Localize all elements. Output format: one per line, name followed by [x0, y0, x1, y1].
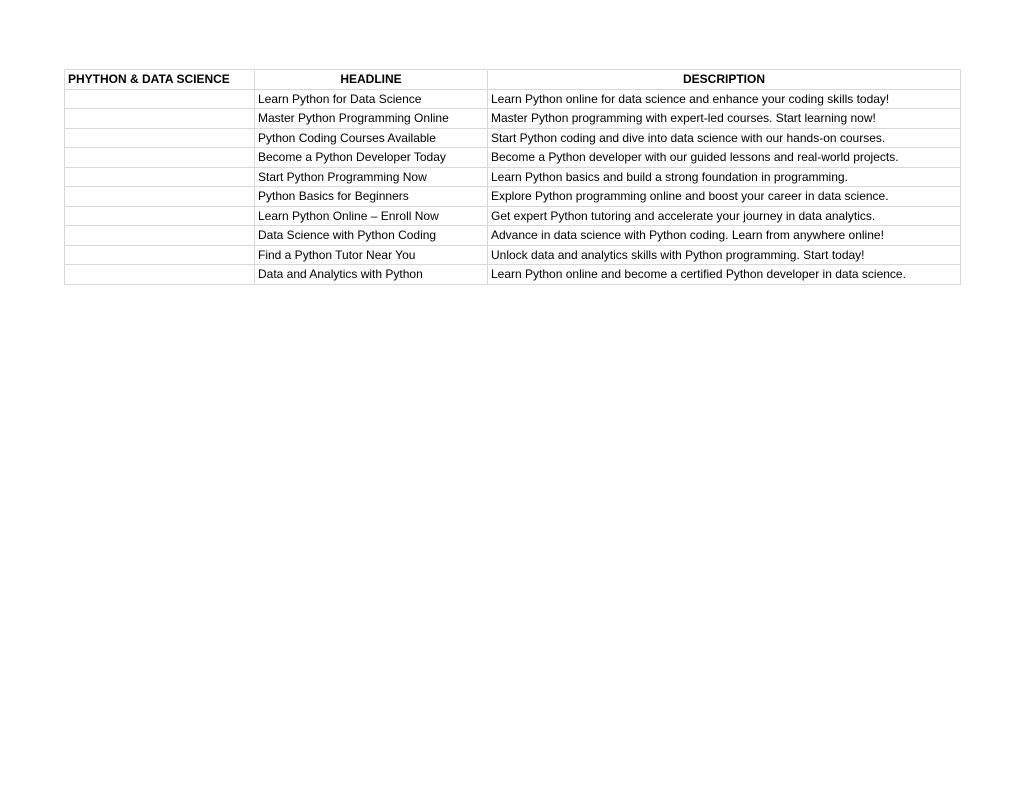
description-cell[interactable]: Advance in data science with Python coding. Learn from anywhere online! — [488, 226, 961, 246]
headline-cell[interactable]: Python Coding Courses Available — [255, 128, 488, 148]
description-cell[interactable]: Get expert Python tutoring and accelerate your journey in data analytics. — [488, 206, 961, 226]
description-cell[interactable]: Learn Python online for data science and enhance your coding skills today! — [488, 89, 961, 109]
table-row — [65, 148, 961, 168]
headline-cell[interactable]: Master Python Programming Online — [255, 109, 488, 129]
headline-cell[interactable]: Become a Python Developer Today — [255, 148, 488, 168]
table-row — [65, 245, 961, 265]
headline-cell[interactable]: Data and Analytics with Python — [255, 265, 488, 285]
table-row — [65, 128, 961, 148]
column-header-description[interactable]: DESCRIPTION — [488, 70, 961, 90]
description-cell[interactable]: Master Python programming with expert-led courses. Start learning now! — [488, 109, 961, 129]
category-cell[interactable] — [65, 187, 255, 207]
headline-cell[interactable]: Find a Python Tutor Near You — [255, 245, 488, 265]
category-cell[interactable] — [65, 206, 255, 226]
column-header-headline[interactable]: HEADLINE — [255, 70, 488, 90]
description-cell[interactable]: Learn Python basics and build a strong foundation in programming. — [488, 167, 961, 187]
header-row — [65, 70, 961, 90]
description-cell[interactable]: Become a Python developer with our guided lessons and real-world projects. — [488, 148, 961, 168]
headline-cell[interactable]: Learn Python Online – Enroll Now — [255, 206, 488, 226]
description-cell[interactable]: Start Python coding and dive into data science with our hands-on courses. — [488, 128, 961, 148]
description-cell[interactable]: Explore Python programming online and boost your career in data science. — [488, 187, 961, 207]
category-cell[interactable] — [65, 128, 255, 148]
category-cell[interactable] — [65, 109, 255, 129]
headline-cell[interactable]: Start Python Programming Now — [255, 167, 488, 187]
category-cell[interactable] — [65, 148, 255, 168]
category-cell[interactable] — [65, 167, 255, 187]
table-row — [65, 226, 961, 246]
headline-cell[interactable]: Python Basics for Beginners — [255, 187, 488, 207]
table-row — [65, 89, 961, 109]
table-row — [65, 187, 961, 207]
headline-cell[interactable]: Learn Python for Data Science — [255, 89, 488, 109]
category-cell[interactable] — [65, 89, 255, 109]
headline-cell[interactable]: Data Science with Python Coding — [255, 226, 488, 246]
description-cell[interactable]: Unlock data and analytics skills with Python programming. Start today! — [488, 245, 961, 265]
table-row — [65, 265, 961, 285]
category-cell[interactable] — [65, 226, 255, 246]
category-cell[interactable] — [65, 265, 255, 285]
table-row — [65, 206, 961, 226]
table-row — [65, 109, 961, 129]
category-cell[interactable] — [65, 245, 255, 265]
column-header-category[interactable]: PHYTHON & DATA SCIENCE — [65, 70, 255, 90]
description-cell[interactable]: Learn Python online and become a certified Python developer in data science. — [488, 265, 961, 285]
spreadsheet-table — [64, 69, 961, 285]
table-row — [65, 167, 961, 187]
